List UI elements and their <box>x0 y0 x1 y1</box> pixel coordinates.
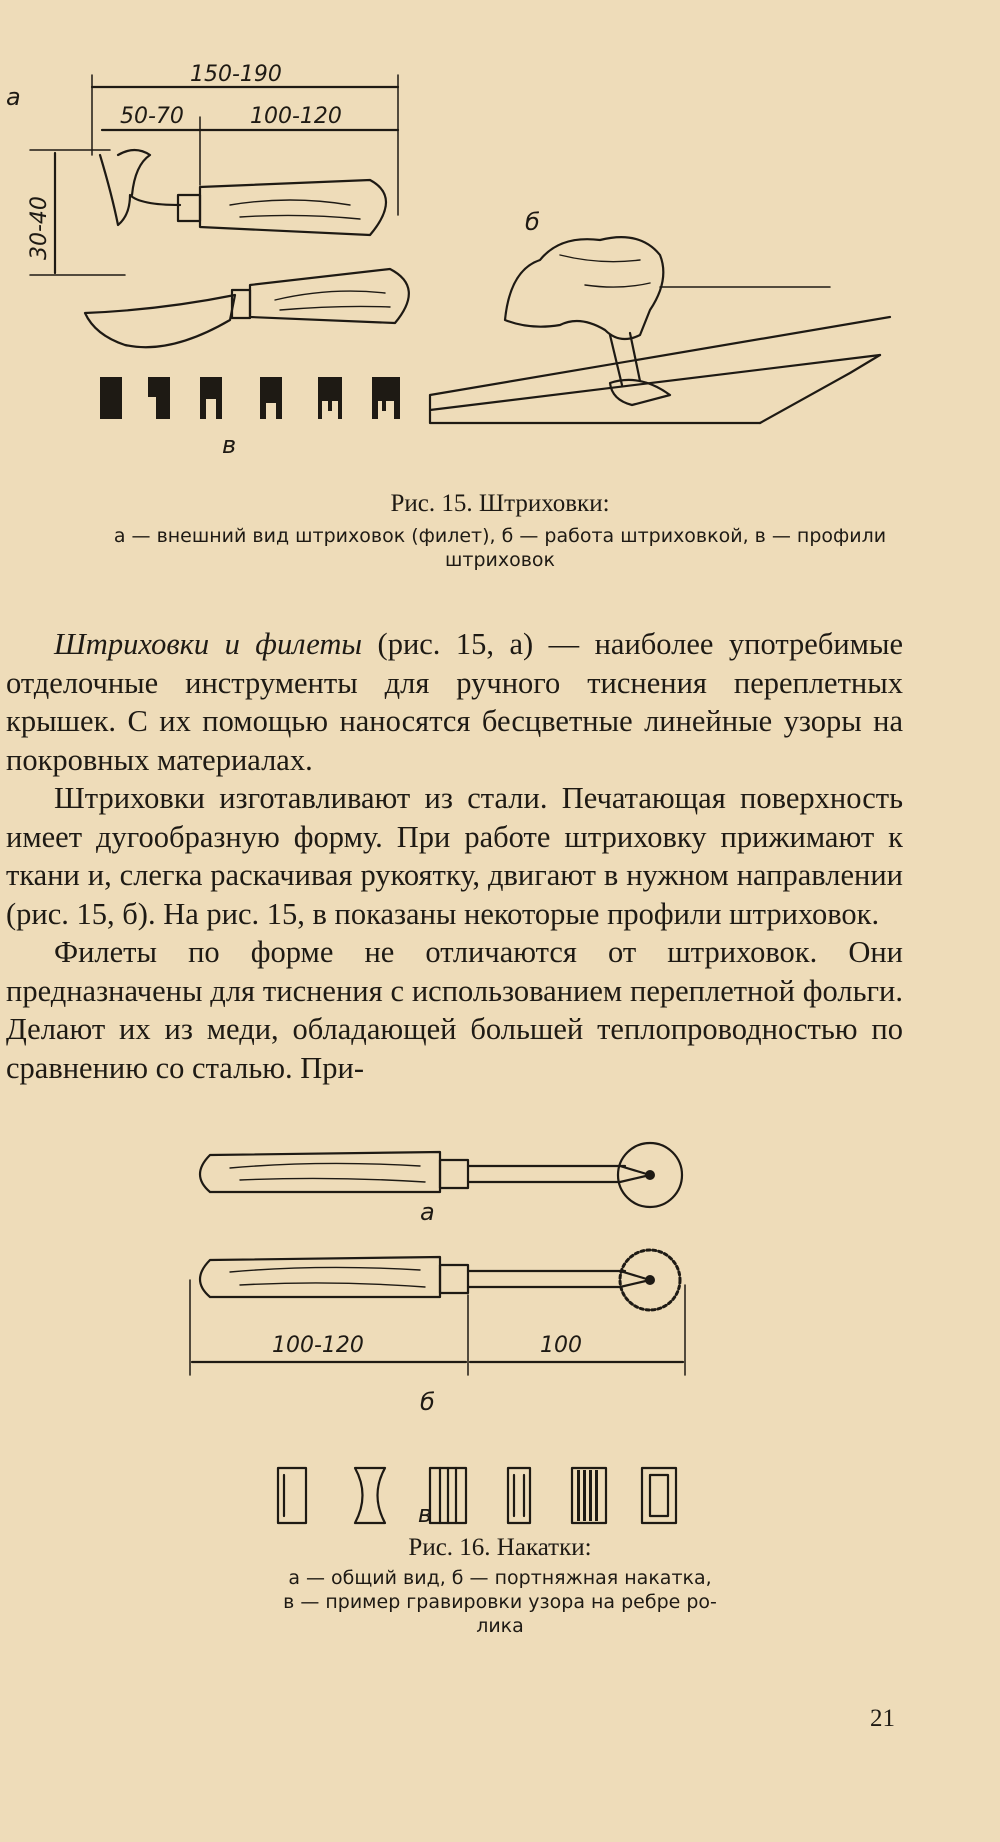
fig16-caption-line3: лика <box>476 1615 524 1637</box>
fig15-dim-head: 50-70 <box>120 104 184 129</box>
figure-16 <box>0 1130 1000 1530</box>
fig15-dim-height: 30-40 <box>27 196 52 260</box>
fig16-dim-shaft: 100 <box>540 1333 582 1358</box>
fig15-caption-line1: а — внешний вид штриховок (филет), б — работа штриховкой, в — профили <box>113 525 887 547</box>
page-number: 21 <box>870 1705 895 1732</box>
fig16-caption-title: Рис. 16. Накатки: <box>408 1534 592 1561</box>
fig15-caption <box>0 490 1000 572</box>
fig16-dim-handle: 100-120 <box>272 1333 364 1358</box>
fig15-dim-total: 150-190 <box>190 62 282 87</box>
body-text <box>6 625 903 1087</box>
paragraph-2: Штриховки изготавливают из стали. Печатающая поверхность имеет дугообразную форму. При работе штриховку прижимают к ткани и, слегка раскачивая рукоятку, двигают в нужном направлении (рис. 15, б). На рис. 15, в показаны некоторые профили штриховок. <box>6 781 903 931</box>
fig16-label-v: в <box>417 1500 433 1528</box>
paragraph-1 <box>6 625 903 779</box>
fig15-label-v: в <box>222 431 237 459</box>
fig15-dim-handle: 100-120 <box>250 104 342 129</box>
fig15-caption-line2: штриховок <box>444 549 556 571</box>
paragraph-1-term: Штриховки и филеты <box>54 627 363 661</box>
fig16-label-a: а <box>420 1198 435 1226</box>
fig16-caption-line2: в — пример гравировки узора на ребре ро- <box>283 1591 717 1613</box>
figure-15 <box>0 55 1000 465</box>
fig16-caption <box>0 1500 1000 1638</box>
fig15-caption-title: Рис. 15. Штриховки: <box>390 490 610 517</box>
fig15-profiles <box>100 377 400 419</box>
fig15-label-b: б <box>525 208 540 236</box>
paragraph-1-rest: (рис. 15, а) — наиболее употребимые отделочные инструменты для ручного тиснения переплетных крышек. С их помощью наносятся бесцветные линейные узоры на покровных материалах. <box>6 627 903 777</box>
fig15-label-a: а <box>6 83 21 111</box>
paragraph-3: Филеты по форме не отличаются от штриховок. Они предназначены для тиснения с использованием переплетной фольги. Делают их из меди, обладающей большей теплопроводностью по сравнению со сталью. При- <box>6 935 903 1085</box>
fig16-label-b: б <box>420 1388 435 1416</box>
fig16-caption-line1: а — общий вид, б — портняжная накатка, <box>288 1567 712 1589</box>
